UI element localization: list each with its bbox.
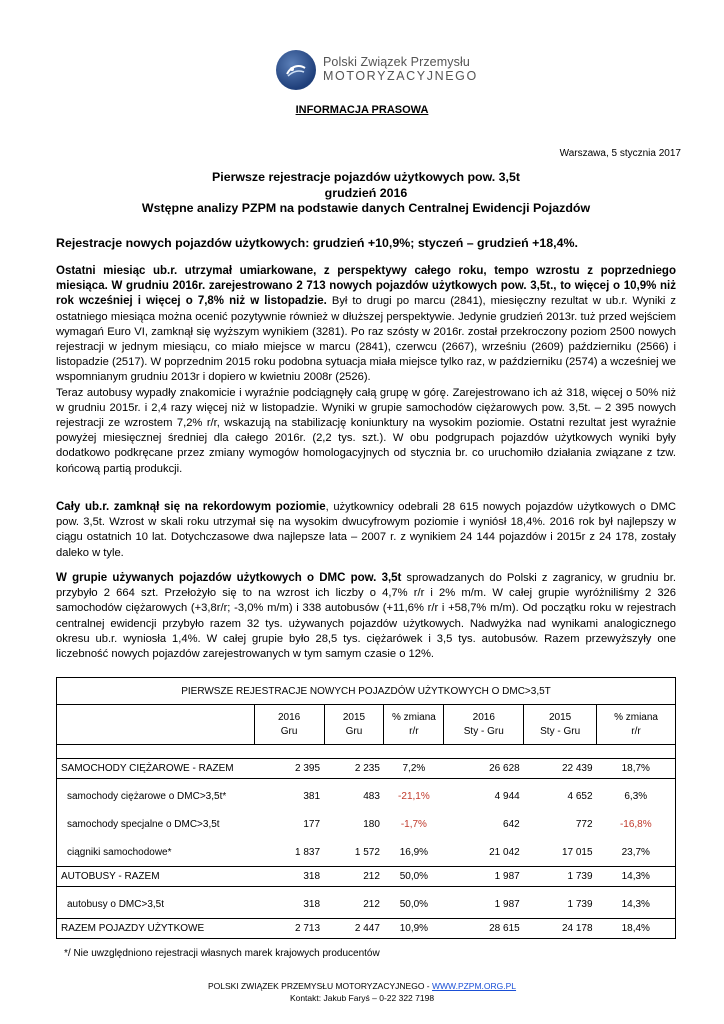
pzpm-logo [276, 44, 478, 96]
paragraph-used-vehicles [56, 571, 676, 662]
col-header-2016-gru: 2016 Gru [254, 705, 324, 745]
title-line-2: grudzień 2016 [324, 185, 408, 200]
table-row: AUTOBUSY - RAZEM 318 212 50,0% 1 987 1 739 14,3% [57, 867, 676, 887]
table-row: samochody specjalne o DMC>3,5t 177 180 -1,7% 642 772 -16,8% [57, 815, 676, 835]
paragraph-annual-record [56, 500, 676, 561]
table-row: ciągniki samochodowe* 1 837 1 572 16,9% 21 042 17 015 23,7% [57, 843, 676, 863]
col-header-change-year: % zmiana r/r [597, 705, 676, 745]
paragraph-2-bold: Cały ub.r. zamknął się na rekordowym poziomie [56, 501, 326, 513]
paragraph-2-text: , użytkownicy odebrali 28 615 nowych pojazdów użytkowych o DMC pow. 3,5t. Wzrost w skali roku utrzymał się na wysokim dwucyfrowym poziomie i wyniósł 18,4%. 2016 rok był najlepszy w ciągu ostatnich 10 lat. Dotychczasowe dwa najlepsze lata – 2007 r. z wynikiem 24 144 pojazdów i 2015r z 24 178, zostały daleko w tyle. [56, 501, 677, 559]
logo-line-2: MOTORYZACYJNEGO [323, 69, 478, 83]
table-row: autobusy o DMC>3,5t 318 212 50,0% 1 987 1 739 14,3% [57, 895, 676, 915]
footer-org: POLSKI ZWIĄZEK PRZEMYSŁU MOTORYZACYJNEGO - [207, 981, 432, 991]
table-footnote: */ Nie uwzględniono rejestracji własnych marek krajowych producentów [64, 948, 380, 959]
col-header-2016-ytd: 2016 Sty - Gru [444, 705, 524, 745]
table-caption: PIERWSZE REJESTRACJE NOWYCH POJAZDÓW UŻYTKOWYCH O DMC>3,5T [57, 678, 676, 705]
table-row-total: RAZEM POJAZDY UŻYTKOWE 2 713 2 447 10,9% 28 615 24 178 18,4% [57, 919, 676, 939]
col-header-2015-ytd: 2015 Sty - Gru [524, 705, 597, 745]
paragraph-december-results [56, 264, 676, 477]
dateline: Warszawa, 5 stycznia 2017 [559, 148, 681, 159]
paragraph-1-text: Był to drugi po marcu (2841), miesięczny rezultat w ub.r. Wyniki z ostatniego miesiąca można ocenić pozytywnie również w dłuższej perspektywie. Jedynie grudzień 2013r. tuż przed wejściem wymagań Euro VI, zamknął się wyższym wynikiem (3281). Po raz szósty w 2016r. został przekroczony poziom 2500 nowych rejestracji w jednym miesiącu, co miało miejsce w marcu (2841), czerwcu (2667), wrześniu (2609) październiku (2566) i listopadzie (2517). W poprzednim 2015 roku podobna sytuacja miała miejsce tylko raz, w październiku (2574) a wcześniej we wspomnianym grudniu 2013r i dopiero w kwietniu 2008r (2526). [56, 295, 676, 384]
title-line-3: Wstępne analizy PZPM na podstawie danych Centralnej Ewidencji Pojazdów [141, 201, 591, 215]
table-row: samochody ciężarowe o DMC>3,5t* 381 483 -21,1% 4 944 4 652 6,3% [57, 787, 676, 807]
document-title [56, 170, 676, 217]
lead-summary: Rejestracje nowych pojazdów użytkowych: grudzień +10,9%; styczeń – grudzień +18,4%. [56, 236, 578, 250]
paragraph-1-bold: Ostatni miesiąc ub.r. utrzymał umiarkowane, z perspektywy całego roku, tempo wzrostu z poprzedniego miesiąca. W grudniu 2016r. zarejestrowano 2 713 nowych pojazdów użytkowych pow. 3,5t., to więcej o 10,9% niż rok wcześniej i więcej o 7,8% niż w listopadzie. [56, 265, 676, 308]
page-footer [0, 980, 724, 1004]
paragraph-3-bold: W grupie używanych pojazdów użytkowych o DMC pow. 3,5t [56, 572, 402, 584]
table-header-row [57, 705, 676, 745]
press-release-label: INFORMACJA PRASOWA [295, 104, 429, 116]
paragraph-3-text: sprowadzanych do Polski z zagranicy, w grudniu br. przybyło 2 664 szt. Przełożyło się to na wzrost ich liczby o 4,7% r/r i 2% m/m. W całej grupie wyróżniliśmy 2 326 samochodów ciężarowych (+3,8r/r; -3,0% m/m) i 338 autobusów (+11,6% r/r i +58,7% m/m). Od początku roku w rejestrach centralnej ewidencji przybyło razem 32 tys. używanych pojazdów użytkowych. Nadwyżka nad wynikami analogicznego okresu ub.r. wyniosła 1,4%. W całej grupie było 28,5 tys. ciężarówek i 3,5 tys. autobusów. Razem przewyższyły one liczebność nowych pojazdów zarejestrowanych w tym samym czasie o 12%. [56, 572, 676, 661]
pzpm-emblem-icon [276, 50, 316, 90]
registrations-table [56, 677, 676, 939]
logo-line-1: Polski Związek Przemysłu [323, 55, 470, 70]
paragraph-1-buses: Teraz autobusy wypadły znakomicie i wyraźnie podciągnęły całą grupę w górę. Zarejestrowano ich aż 318, więcej o 50% niż w grudniu 2015r. i 2,4 razy więcej niż w listopadzie. Wyniki w grupie samochodów ciężarowych pow. 3,5t. – 2 395 nowych rejestracji ze wzrostem 7,2% r/r, wskazują na stabilizację koniunktury na wysokim poziomie. Ostatni rezultat jest wyraźnie powyżej miesięcznej średniej dla całego 2016r. (2,2 tys. szt.). W obu podgrupach pojazdów użytkowych wyniki były dodatkowo podkręcane przez zmiany wymogów homologacyjnych od stycznia br. co uruchomiło działania związane z tzw. końcową partią produkcji. [56, 386, 676, 475]
table-row: SAMOCHODY CIĘŻAROWE - RAZEM 2 395 2 235 7,2% 26 628 22 439 18,7% [57, 759, 676, 779]
footer-contact: Kontakt: Jakub Faryś – 0-22 322 7198 [289, 993, 435, 1003]
footer-website-link[interactable]: WWW.PZPM.ORG.PL [431, 981, 517, 991]
title-line-1: Pierwsze rejestracje pojazdów użytkowych pow. 3,5t [211, 170, 521, 184]
col-header-change-month: % zmiana r/r [384, 705, 444, 745]
col-header-2015-gru: 2015 Gru [324, 705, 384, 745]
